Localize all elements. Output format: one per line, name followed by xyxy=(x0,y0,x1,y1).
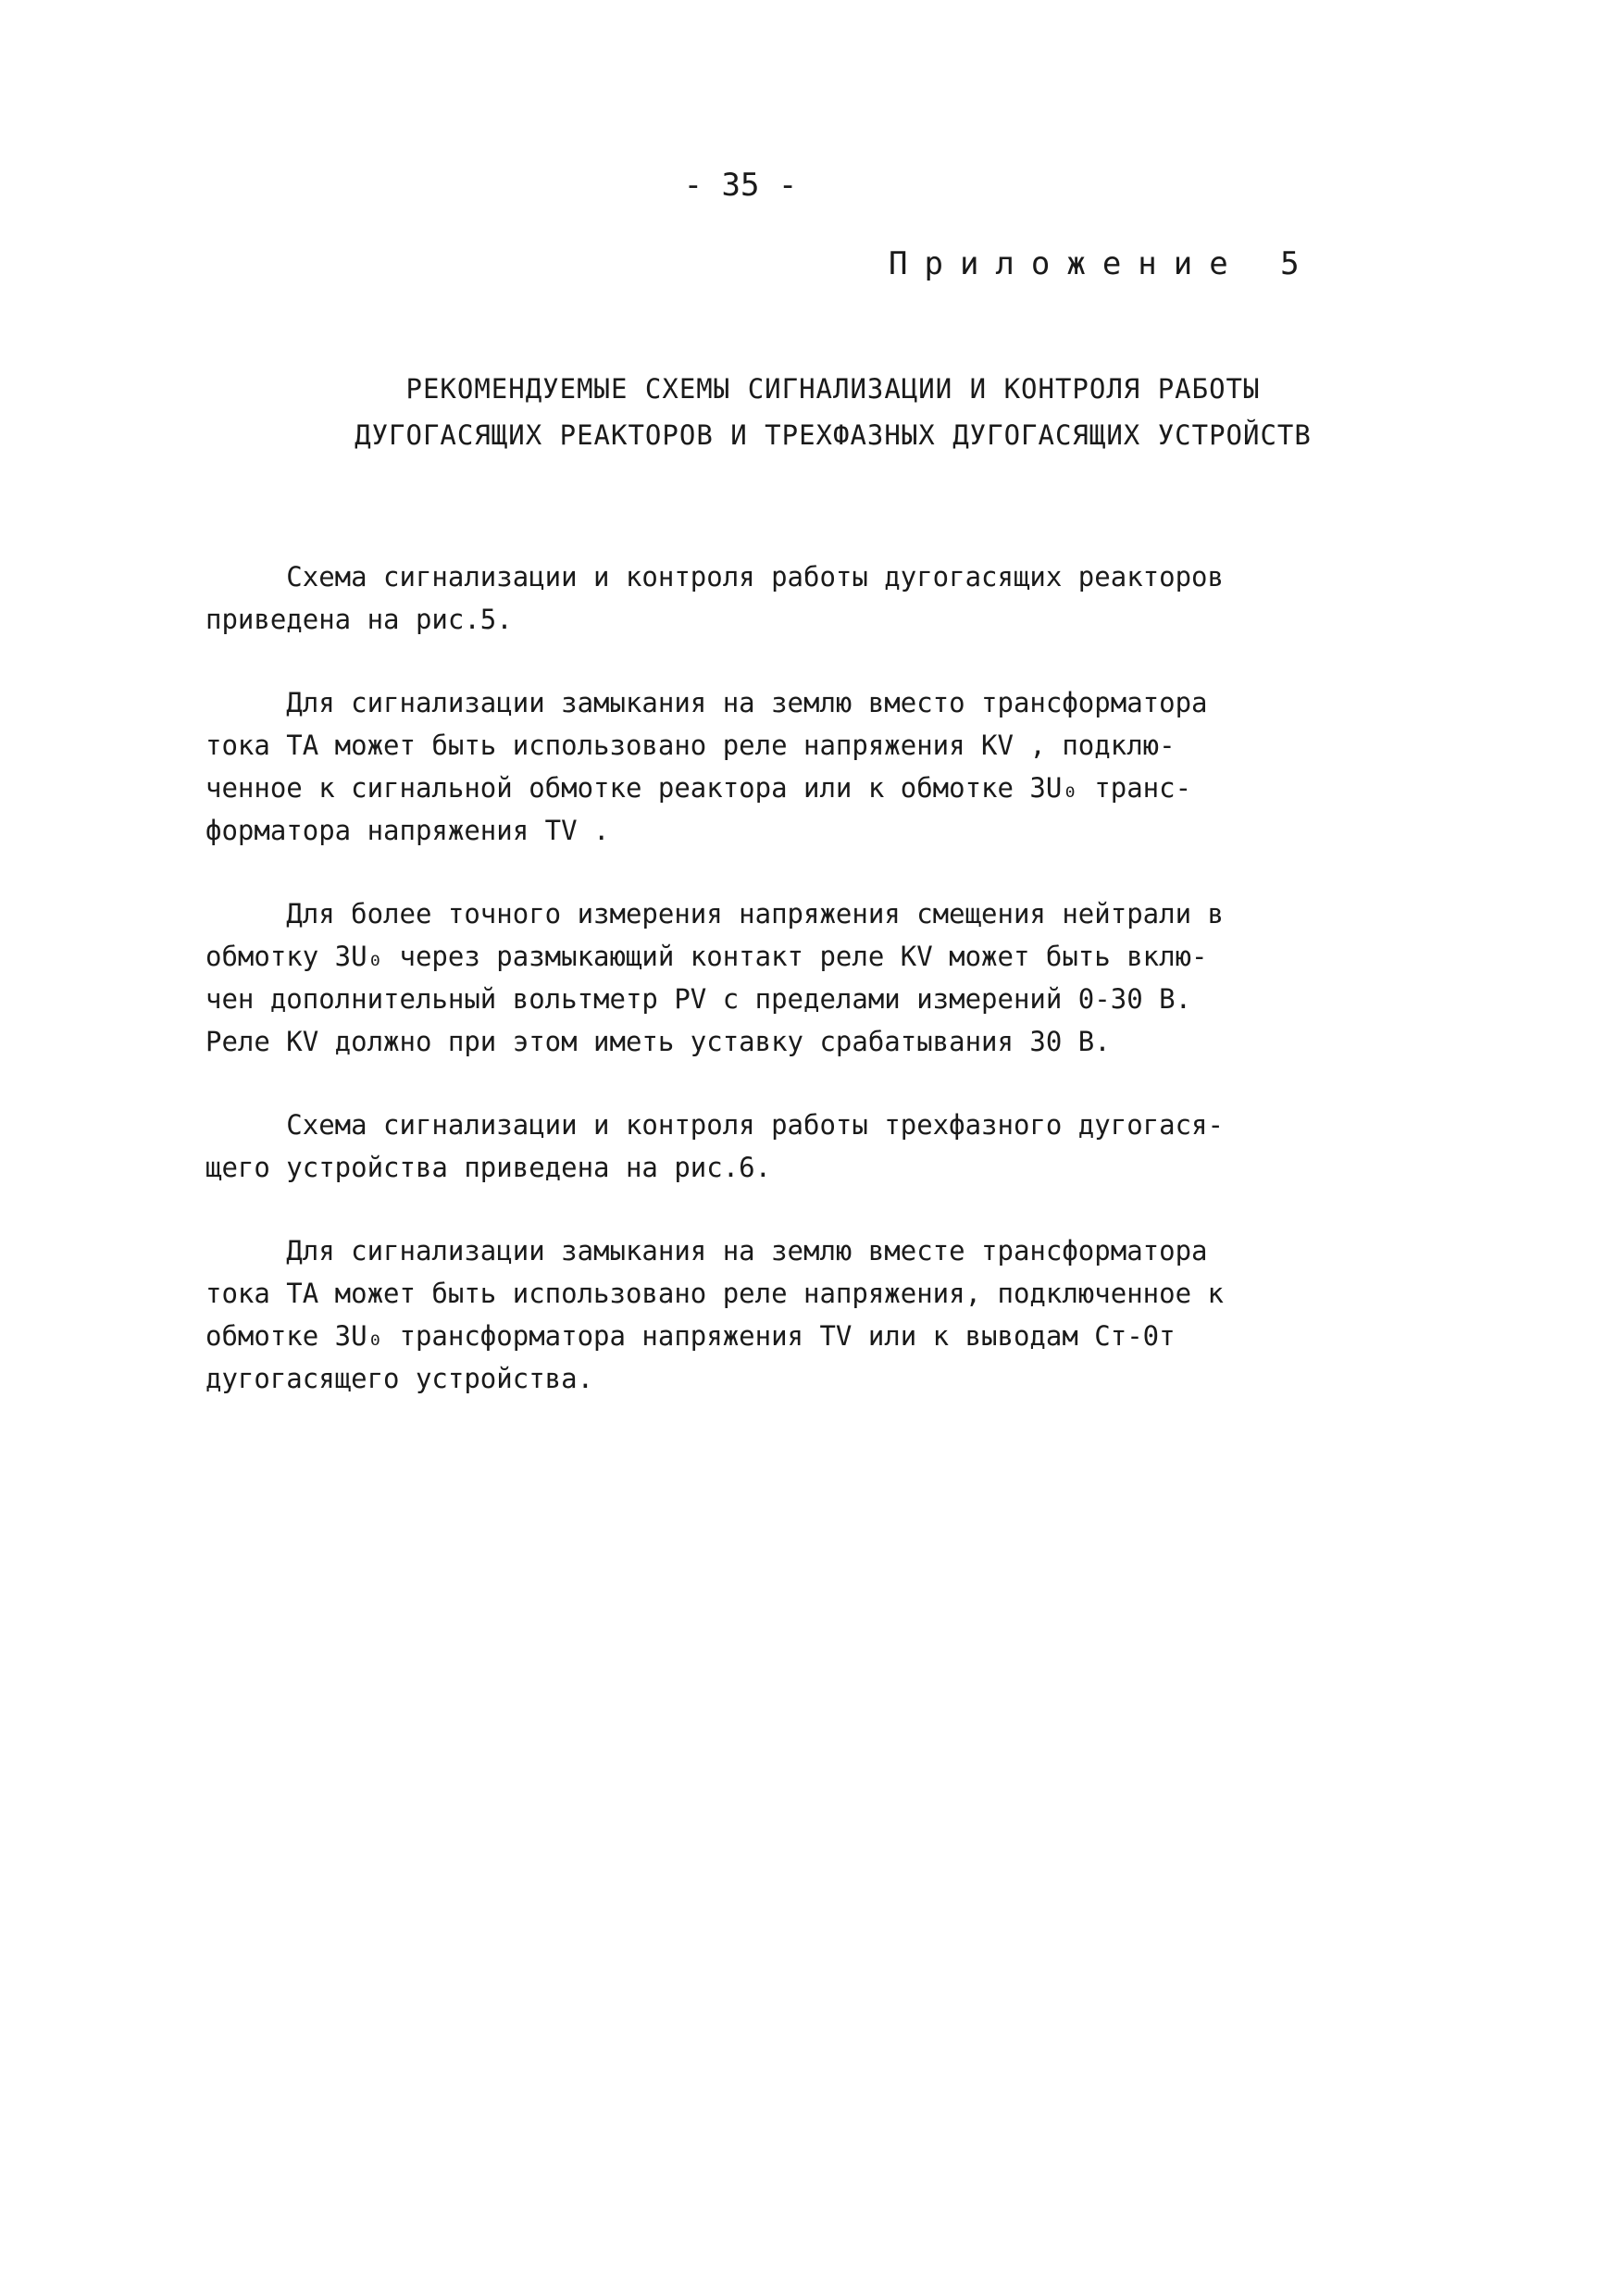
paragraph-line: чен дополнительный вольтметр PV с пределами измерений 0-30 В. xyxy=(205,983,1192,1015)
paragraph-line: форматора напряжения TV . xyxy=(205,815,610,846)
page-number: - 35 - xyxy=(683,167,798,204)
paragraph-line: дугогасящего устройства. xyxy=(205,1363,594,1394)
paragraph-line: Для сигнализации замыкания на землю вместе трансформатора xyxy=(205,1235,1208,1267)
paragraph-line: обмотке 3U₀ трансформатора напряжения TV или к выводам Cт-0т xyxy=(205,1320,1176,1352)
paragraph-line: Схема сигнализации и контроля работы трехфазного дугогася- xyxy=(205,1109,1224,1141)
paragraph-line: Для сигнализации замыкания на землю вместо трансформатора xyxy=(205,687,1208,718)
paragraph-line: ченное к сигнальной обмотке реактора или к обмотке 3U₀ транс- xyxy=(205,772,1192,804)
appendix-label: Приложение 5 xyxy=(889,245,1316,282)
paragraph-4 xyxy=(205,1104,1279,1189)
paragraph-line: Схема сигнализации и контроля работы дугогасящих реакторов xyxy=(205,561,1224,593)
paragraph-line: тока ТА может быть использовано реле напряжения KV , подклю- xyxy=(205,730,1176,761)
paragraph-1 xyxy=(205,555,1279,641)
heading-line-2: ДУГОГАСЯЩИХ РЕАКТОРОВ И ТРЕХФАЗНЫХ ДУГОГАСЯЩИХ УСТРОЙСТВ xyxy=(355,419,1312,451)
heading-line-1: РЕКОМЕНДУЕМЫЕ СХЕМЫ СИГНАЛИЗАЦИИ И КОНТРОЛЯ РАБОТЫ xyxy=(405,373,1261,405)
paragraph-line: Реле KV должно при этом иметь уставку срабатывания 30 В. xyxy=(205,1026,1111,1057)
document-body xyxy=(205,555,1279,1441)
document-heading xyxy=(231,366,1435,458)
paragraph-line: щего устройства приведена на рис.6. xyxy=(205,1152,772,1183)
paragraph-3 xyxy=(205,892,1279,1063)
paragraph-line: приведена на рис.5. xyxy=(205,604,513,635)
paragraph-2 xyxy=(205,681,1279,852)
paragraph-line: обмотку 3U₀ через размыкающий контакт реле KV может быть вклю- xyxy=(205,941,1208,972)
paragraph-5 xyxy=(205,1229,1279,1400)
paragraph-line: тока ТА может быть использовано реле напряжения, подключенное к xyxy=(205,1278,1224,1309)
paragraph-line: Для более точного измерения напряжения смещения нейтрали в xyxy=(205,898,1224,930)
